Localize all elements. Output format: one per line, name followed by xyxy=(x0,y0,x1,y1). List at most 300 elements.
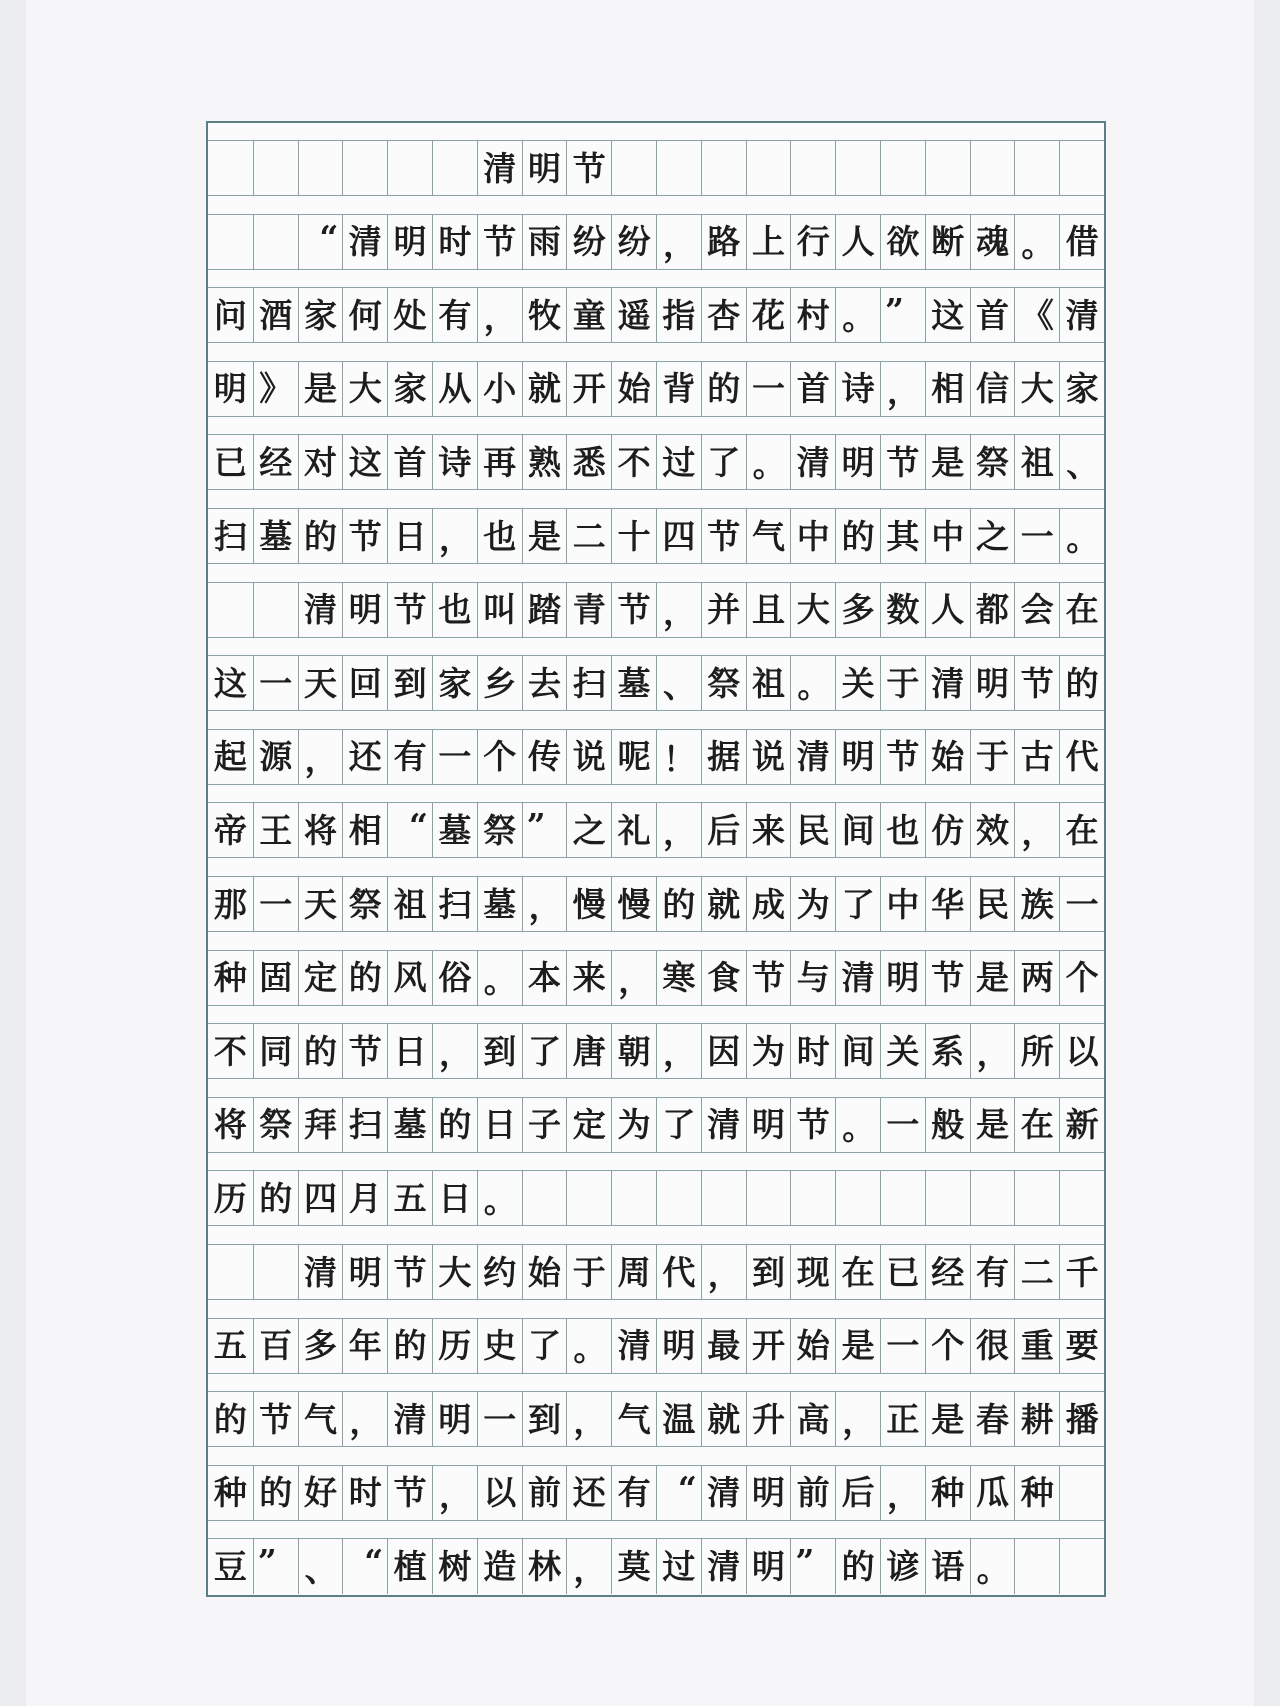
grid-cell-empty xyxy=(1014,141,1059,196)
grid-cell-char: 了 xyxy=(835,877,880,932)
grid-cell-empty xyxy=(1059,1539,1104,1594)
grid-cell-char: 于 xyxy=(880,656,925,711)
grid-cell-char: ， xyxy=(611,951,656,1006)
grid-cell-char: 始 xyxy=(925,730,970,785)
grid-cell-char: 到 xyxy=(522,1392,567,1447)
grid-cell-char: 节 xyxy=(746,951,791,1006)
grid-cell-char: 花 xyxy=(746,288,791,343)
manuscript-grid-paper xyxy=(206,121,1106,1597)
grid-cell-char: 再 xyxy=(477,435,522,490)
text-row xyxy=(208,933,1104,1006)
grid-cell-char: 代 xyxy=(656,1245,701,1300)
grid-cell-char: 清 xyxy=(701,1539,746,1594)
grid-cell-char: 。 xyxy=(1014,215,1059,270)
grid-cell-char: 节 xyxy=(701,509,746,564)
grid-cell-char: 效 xyxy=(970,803,1015,858)
grid-cell-char: 天 xyxy=(298,877,343,932)
grid-cell-char: ” xyxy=(790,1539,835,1594)
grid-cell-char: 会 xyxy=(1014,583,1059,638)
grid-cell-empty xyxy=(1059,141,1104,196)
grid-cell-char: 始 xyxy=(522,1245,567,1300)
grid-cell-char: 传 xyxy=(522,730,567,785)
text-row xyxy=(208,1521,1104,1594)
grid-cell-char: 一 xyxy=(880,1098,925,1153)
grid-cell-char: 时 xyxy=(790,1024,835,1079)
row-spacer-band xyxy=(208,1448,1104,1466)
grid-cell-empty xyxy=(1059,1466,1104,1521)
grid-cell-char: 不 xyxy=(208,1024,253,1079)
grid-cell-char: 之 xyxy=(566,803,611,858)
grid-cell-empty xyxy=(253,215,298,270)
grid-cell-char: 并 xyxy=(701,583,746,638)
grid-cell-char: 以 xyxy=(477,1466,522,1521)
row-spacer-band xyxy=(208,197,1104,215)
grid-cell-char: 已 xyxy=(208,435,253,490)
grid-cell-empty xyxy=(701,141,746,196)
grid-cell-char: 路 xyxy=(701,215,746,270)
text-row xyxy=(208,1227,1104,1300)
grid-cell-empty xyxy=(611,141,656,196)
grid-cell-char: 寒 xyxy=(656,951,701,1006)
grid-cell-char: 清 xyxy=(342,215,387,270)
grid-cell-char: 是 xyxy=(970,951,1015,1006)
grid-cell-char: 祖 xyxy=(746,656,791,711)
grid-cell-char: 的 xyxy=(298,1024,343,1079)
grid-cell-char: 前 xyxy=(522,1466,567,1521)
grid-cell-char: 扫 xyxy=(432,877,477,932)
grid-cell-char: 是 xyxy=(522,509,567,564)
grid-cell-empty xyxy=(1014,1171,1059,1226)
grid-cell-char: 新 xyxy=(1059,1098,1104,1153)
grid-cell-char: 播 xyxy=(1059,1392,1104,1447)
grid-cell-char: 有 xyxy=(387,730,432,785)
grid-cell-empty xyxy=(208,1245,253,1300)
grid-cell-char: 种 xyxy=(208,951,253,1006)
grid-cell-char: 日 xyxy=(387,509,432,564)
grid-cell-char: 指 xyxy=(656,288,701,343)
grid-cell-char: 首 xyxy=(387,435,432,490)
grid-cell-char: 、 xyxy=(1059,435,1104,490)
grid-cell-char: 多 xyxy=(835,583,880,638)
grid-cell-char: 。 xyxy=(835,1098,880,1153)
grid-cell-char: 为 xyxy=(611,1098,656,1153)
grid-cell-char: 于 xyxy=(970,730,1015,785)
text-row xyxy=(208,1153,1104,1226)
grid-cell-char: 千 xyxy=(1059,1245,1104,1300)
grid-cell-char: 为 xyxy=(746,1024,791,1079)
grid-cell-char: 的 xyxy=(835,509,880,564)
grid-cell-char: 慢 xyxy=(566,877,611,932)
grid-cell-char: 乡 xyxy=(477,656,522,711)
text-row xyxy=(208,1448,1104,1521)
grid-cell-char: ， xyxy=(432,509,477,564)
text-row xyxy=(208,270,1104,343)
grid-cell-char: 是 xyxy=(298,362,343,417)
grid-cell-char: 古 xyxy=(1014,730,1059,785)
grid-cell-char: 诗 xyxy=(432,435,477,490)
grid-cell-char: ， xyxy=(1014,803,1059,858)
grid-cell-char: 间 xyxy=(835,1024,880,1079)
grid-cell-char: 。 xyxy=(835,288,880,343)
grid-cell-char: 也 xyxy=(432,583,477,638)
grid-cell-char: 为 xyxy=(790,877,835,932)
grid-cell-char: 与 xyxy=(790,951,835,1006)
grid-cell-char: 了 xyxy=(656,1098,701,1153)
grid-cell-char: 从 xyxy=(432,362,477,417)
grid-cell-char: 中 xyxy=(790,509,835,564)
grid-cell-empty xyxy=(342,141,387,196)
grid-cell-char: 雨 xyxy=(522,215,567,270)
grid-cell-char: 因 xyxy=(701,1024,746,1079)
grid-cell-char: 有 xyxy=(970,1245,1015,1300)
grid-cell-empty xyxy=(925,141,970,196)
row-spacer-band xyxy=(208,1006,1104,1024)
grid-cell-char: 造 xyxy=(477,1539,522,1594)
grid-cell-char: 系 xyxy=(925,1024,970,1079)
grid-cell-char: 后 xyxy=(835,1466,880,1521)
grid-cell-char: 在 xyxy=(1059,583,1104,638)
grid-cell-char: 是 xyxy=(835,1319,880,1374)
grid-cell-char: 时 xyxy=(432,215,477,270)
grid-cell-char: 两 xyxy=(1014,951,1059,1006)
grid-cell-char: 的 xyxy=(432,1098,477,1153)
grid-cell-empty xyxy=(880,141,925,196)
grid-cell-empty xyxy=(432,141,477,196)
grid-cell-char: 是 xyxy=(925,435,970,490)
grid-cell-char: 子 xyxy=(522,1098,567,1153)
grid-cell-char: 节 xyxy=(880,730,925,785)
grid-cell-char: 大 xyxy=(1014,362,1059,417)
grid-cell-empty xyxy=(746,141,791,196)
grid-cell-char: 般 xyxy=(925,1098,970,1153)
grid-cell-char: 熟 xyxy=(522,435,567,490)
grid-cell-char: 节 xyxy=(477,215,522,270)
grid-cell-char: 在 xyxy=(835,1245,880,1300)
grid-cell-empty xyxy=(208,215,253,270)
grid-cell-char: 唐 xyxy=(566,1024,611,1079)
grid-cell-char: 都 xyxy=(970,583,1015,638)
grid-cell-char: 人 xyxy=(835,215,880,270)
grid-cell-empty xyxy=(701,1171,746,1226)
grid-cell-char: 四 xyxy=(298,1171,343,1226)
grid-cell-char: 小 xyxy=(477,362,522,417)
grid-cell-char: 。 xyxy=(746,435,791,490)
grid-cell-empty xyxy=(835,1171,880,1226)
grid-cell-char: 墓 xyxy=(611,656,656,711)
grid-cell-char: ， xyxy=(656,803,701,858)
page-sheet xyxy=(26,0,1254,1706)
grid-cell-char: 帝 xyxy=(208,803,253,858)
grid-cell-char: 定 xyxy=(298,951,343,1006)
grid-cell-char: 村 xyxy=(790,288,835,343)
grid-cell-char: 青 xyxy=(566,583,611,638)
text-row xyxy=(208,565,1104,638)
grid-cell-char: 酒 xyxy=(253,288,298,343)
grid-cell-char: 固 xyxy=(253,951,298,1006)
grid-cell-char: “ xyxy=(387,803,432,858)
grid-cell-char: 节 xyxy=(342,1024,387,1079)
grid-cell-empty xyxy=(253,583,298,638)
grid-cell-char: 朝 xyxy=(611,1024,656,1079)
grid-cell-char: 的 xyxy=(656,877,701,932)
text-row xyxy=(208,712,1104,785)
grid-cell-char: 开 xyxy=(746,1319,791,1374)
grid-cell-char: 就 xyxy=(701,877,746,932)
grid-cell-char: 借 xyxy=(1059,215,1104,270)
title-row xyxy=(208,123,1104,196)
grid-cell-char: 还 xyxy=(342,730,387,785)
grid-cell-char: 所 xyxy=(1014,1024,1059,1079)
grid-cell-char: 遥 xyxy=(611,288,656,343)
grid-cell-char: 莫 xyxy=(611,1539,656,1594)
grid-cell-char: 明 xyxy=(880,951,925,1006)
text-row xyxy=(208,1006,1104,1079)
grid-cell-char: 春 xyxy=(970,1392,1015,1447)
grid-cell-char: 周 xyxy=(611,1245,656,1300)
grid-cell-char: 童 xyxy=(566,288,611,343)
grid-cell-char: ” xyxy=(880,288,925,343)
text-row xyxy=(208,197,1104,270)
grid-cell-char: 五 xyxy=(208,1319,253,1374)
grid-cell-char: 前 xyxy=(790,1466,835,1521)
grid-cell-char: 有 xyxy=(611,1466,656,1521)
grid-cell-empty xyxy=(1059,1171,1104,1226)
grid-cell-char: 就 xyxy=(522,362,567,417)
grid-cell-char: 温 xyxy=(656,1392,701,1447)
grid-cell-char: 叫 xyxy=(477,583,522,638)
grid-cell-char: 首 xyxy=(970,288,1015,343)
grid-cell-char: 牧 xyxy=(522,288,567,343)
grid-cell-char: 清 xyxy=(298,583,343,638)
grid-cell-char: 族 xyxy=(1014,877,1059,932)
grid-cell-char: 节 xyxy=(880,435,925,490)
grid-cell-char: 后 xyxy=(701,803,746,858)
grid-cell-char: 这 xyxy=(208,656,253,711)
grid-cell-char: 高 xyxy=(790,1392,835,1447)
grid-cell-char: 节 xyxy=(925,951,970,1006)
grid-cell-char: 杏 xyxy=(701,288,746,343)
grid-cell-char: 种 xyxy=(208,1466,253,1521)
grid-cell-char: 日 xyxy=(387,1024,432,1079)
grid-cell-char: 祖 xyxy=(387,877,432,932)
grid-cell-char: 来 xyxy=(566,951,611,1006)
grid-cell-char: 墓 xyxy=(432,803,477,858)
grid-cell-char: 了 xyxy=(522,1024,567,1079)
row-spacer-band xyxy=(208,712,1104,730)
grid-cell-char: 一 xyxy=(477,1392,522,1447)
grid-cell-char: 断 xyxy=(925,215,970,270)
grid-cell-char: 明 xyxy=(387,215,432,270)
grid-cell-char: 始 xyxy=(611,362,656,417)
grid-cell-char: 魂 xyxy=(970,215,1015,270)
grid-cell-char: 。 xyxy=(970,1539,1015,1594)
grid-cell-char: ， xyxy=(880,362,925,417)
grid-cell-char: 也 xyxy=(477,509,522,564)
grid-cell-char: 明 xyxy=(342,583,387,638)
grid-cell-char: 祭 xyxy=(253,1098,298,1153)
grid-cell-char: 清 xyxy=(790,435,835,490)
grid-cell-char: 种 xyxy=(925,1466,970,1521)
grid-cell-char: 民 xyxy=(790,803,835,858)
grid-cell-char: 二 xyxy=(1014,1245,1059,1300)
text-row xyxy=(208,1301,1104,1374)
text-row xyxy=(208,1374,1104,1447)
grid-cell-char: 民 xyxy=(970,877,1015,932)
grid-cell-char: 风 xyxy=(387,951,432,1006)
grid-cell-empty xyxy=(746,1171,791,1226)
grid-cell-char: ， xyxy=(970,1024,1015,1079)
grid-cell-char: 据 xyxy=(701,730,746,785)
grid-cell-char: 大 xyxy=(790,583,835,638)
grid-cell-char: 祭 xyxy=(477,803,522,858)
grid-cell-char: 的 xyxy=(1059,656,1104,711)
grid-cell-char: 语 xyxy=(925,1539,970,1594)
row-spacer-band xyxy=(208,933,1104,951)
text-row xyxy=(208,344,1104,417)
row-spacer-band xyxy=(208,1301,1104,1319)
grid-cell-char: 清 xyxy=(790,730,835,785)
grid-cell-char: ， xyxy=(835,1392,880,1447)
grid-cell-char: 扫 xyxy=(208,509,253,564)
grid-cell-char: 其 xyxy=(880,509,925,564)
grid-cell-empty xyxy=(790,1171,835,1226)
grid-cell-char: 种 xyxy=(1014,1466,1059,1521)
grid-cell-char: 的 xyxy=(298,509,343,564)
grid-cell-char: 相 xyxy=(925,362,970,417)
grid-cell-char: ， xyxy=(656,215,701,270)
grid-cell-char: 以 xyxy=(1059,1024,1104,1079)
grid-cell-char: 的 xyxy=(387,1319,432,1374)
grid-cell-char: 清 xyxy=(298,1245,343,1300)
grid-cell-char: ， xyxy=(701,1245,746,1300)
grid-cell-char: 正 xyxy=(880,1392,925,1447)
grid-cell-char: 树 xyxy=(432,1539,477,1594)
grid-cell-char: 清 xyxy=(925,656,970,711)
grid-cell-char: 明 xyxy=(522,141,567,196)
grid-cell-char: 祭 xyxy=(970,435,1015,490)
grid-cell-char: 重 xyxy=(1014,1319,1059,1374)
grid-cell-char: 拜 xyxy=(298,1098,343,1153)
grid-cell-char: 将 xyxy=(298,803,343,858)
grid-cell-char: 那 xyxy=(208,877,253,932)
grid-cell-char: 经 xyxy=(253,435,298,490)
grid-cell-char: 到 xyxy=(387,656,432,711)
grid-cell-char: 家 xyxy=(387,362,432,417)
grid-cell-char: 于 xyxy=(566,1245,611,1300)
grid-cell-empty xyxy=(611,1171,656,1226)
grid-cell-char: 明 xyxy=(432,1392,477,1447)
grid-cell-char: 历 xyxy=(432,1319,477,1374)
grid-cell-char: 节 xyxy=(1014,656,1059,711)
grid-cell-char: 明 xyxy=(208,362,253,417)
grid-cell-char: 到 xyxy=(477,1024,522,1079)
grid-cell-char: 的 xyxy=(253,1171,298,1226)
grid-cell-char: 源 xyxy=(253,730,298,785)
grid-cell-empty xyxy=(835,141,880,196)
row-spacer-band xyxy=(208,123,1104,141)
grid-cell-char: 了 xyxy=(701,435,746,490)
grid-cell-char: ！ xyxy=(656,730,701,785)
grid-cell-char: ， xyxy=(298,730,343,785)
grid-cell-char: 纷 xyxy=(566,215,611,270)
grid-cell-char: 节 xyxy=(790,1098,835,1153)
grid-cell-char: 气 xyxy=(611,1392,656,1447)
grid-cell-char: 祖 xyxy=(1014,435,1059,490)
grid-cell-empty xyxy=(208,141,253,196)
grid-cell-empty xyxy=(790,141,835,196)
grid-cell-char: 清 xyxy=(701,1466,746,1521)
grid-cell-char: 、 xyxy=(298,1539,343,1594)
grid-cell-empty xyxy=(298,141,343,196)
grid-cell-char: 二 xyxy=(566,509,611,564)
row-spacer-band xyxy=(208,859,1104,877)
grid-cell-char: “ xyxy=(342,1539,387,1594)
grid-cell-char: 来 xyxy=(746,803,791,858)
grid-cell-char: 好 xyxy=(298,1466,343,1521)
grid-cell-char: 关 xyxy=(835,656,880,711)
grid-cell-char: 清 xyxy=(1059,288,1104,343)
grid-cell-char: ， xyxy=(342,1392,387,1447)
grid-cell-char: 中 xyxy=(925,509,970,564)
grid-cell-char: 经 xyxy=(925,1245,970,1300)
grid-cell-char: 豆 xyxy=(213,1547,247,1587)
grid-cell-char: 过 xyxy=(656,1539,701,1594)
grid-cell-char: 祭 xyxy=(342,877,387,932)
grid-cell-char: 瓜 xyxy=(970,1466,1015,1521)
grid-cell-char: 食 xyxy=(701,951,746,1006)
grid-cell-char: “ xyxy=(656,1466,701,1521)
grid-cell-char: 日 xyxy=(432,1171,477,1226)
grid-cell-char: 。 xyxy=(566,1319,611,1374)
row-spacer-band xyxy=(208,1374,1104,1392)
grid-cell-char: 史 xyxy=(477,1319,522,1374)
grid-cell-char: 的 xyxy=(701,362,746,417)
grid-cell-char: 清 xyxy=(611,1319,656,1374)
grid-cell-char: 同 xyxy=(253,1024,298,1079)
grid-cell-char: 成 xyxy=(746,877,791,932)
row-spacer-band xyxy=(208,1153,1104,1171)
grid-cell-char: 节 xyxy=(342,509,387,564)
row-spacer-band xyxy=(208,1227,1104,1245)
grid-cell-char: 。 xyxy=(477,951,522,1006)
grid-cell-char: 代 xyxy=(1059,730,1104,785)
text-row xyxy=(208,859,1104,932)
grid-cell-char: ， xyxy=(432,1466,477,1521)
grid-cell-char: ， xyxy=(566,1392,611,1447)
grid-cell-char: 墓 xyxy=(387,1098,432,1153)
grid-cell-char: 定 xyxy=(566,1098,611,1153)
grid-cell-char: 间 xyxy=(835,803,880,858)
grid-cell-char: 华 xyxy=(925,877,970,932)
grid-cell-char: 欲 xyxy=(880,215,925,270)
grid-cell-char: 十 xyxy=(611,509,656,564)
grid-cell-char: 清 xyxy=(477,141,522,196)
grid-cell-char: 也 xyxy=(880,803,925,858)
grid-cell-char: 行 xyxy=(790,215,835,270)
grid-cell-char: 。 xyxy=(790,656,835,711)
grid-cell-char: 墓 xyxy=(477,877,522,932)
grid-cell-char: 关 xyxy=(880,1024,925,1079)
grid-cell-char: 是 xyxy=(970,1098,1015,1153)
text-row xyxy=(208,785,1104,858)
grid-cell-char: 家 xyxy=(432,656,477,711)
grid-cell-char: 过 xyxy=(656,435,701,490)
grid-cell-char: 祭 xyxy=(701,656,746,711)
grid-cell-char: 节 xyxy=(566,141,611,196)
grid-cell-char: 慢 xyxy=(611,877,656,932)
grid-cell-char: 明 xyxy=(746,1539,791,1594)
grid-cell-char: 将 xyxy=(208,1098,253,1153)
